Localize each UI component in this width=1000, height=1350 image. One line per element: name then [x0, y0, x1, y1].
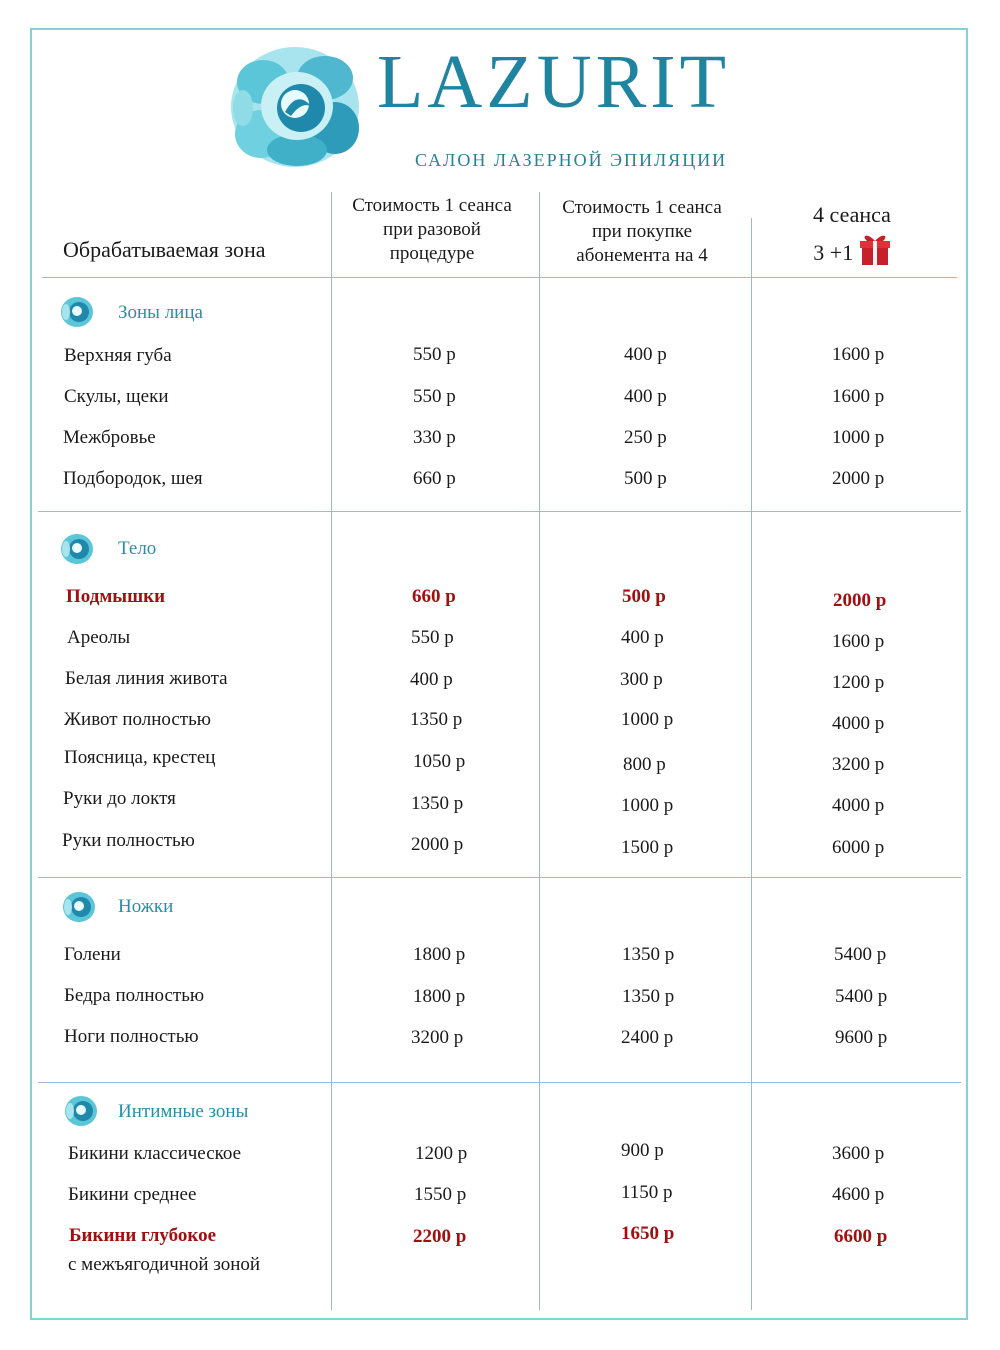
price-package: 2000 р [832, 468, 885, 489]
price-single: 660 р [412, 586, 456, 607]
price-abonement: 900 р [621, 1140, 664, 1161]
row-name: Скулы, щеки [64, 386, 169, 407]
price-abonement: 1350 р [622, 986, 675, 1007]
price-package: 4600 р [832, 1184, 885, 1205]
row-name-continuation: с межъягодичной зоной [68, 1254, 261, 1275]
price-single: 550 р [411, 627, 454, 648]
header-package: 4 сеанса 3 +1 [813, 202, 891, 265]
section-divider-2 [38, 877, 961, 878]
section-divider-3 [38, 1082, 961, 1083]
price-abonement: 1350 р [622, 944, 675, 965]
section-title-body: Тело [118, 538, 157, 559]
price-abonement: 1650 р [621, 1223, 675, 1244]
price-package: 1200 р [832, 672, 885, 693]
price-single: 400 р [410, 669, 453, 690]
price-package: 4000 р [832, 713, 885, 734]
price-single: 2000 р [411, 834, 464, 855]
price-single: 660 р [413, 468, 456, 489]
row-name: Подбородок, шея [63, 468, 203, 489]
column-divider-1 [331, 192, 332, 1310]
row-name: Руки полностью [62, 830, 195, 851]
price-abonement: 800 р [623, 754, 666, 775]
price-single: 1350 р [410, 709, 463, 730]
price-package: 3200 р [832, 754, 885, 775]
row-name: Бедра полностью [64, 985, 205, 1006]
price-single: 330 р [413, 427, 456, 448]
price-single: 1800 р [413, 986, 466, 1007]
header-single-price: Стоимость 1 сеанса при разовой процедуре [352, 195, 512, 264]
row-name: Ареолы [67, 627, 131, 648]
rose-icon [62, 891, 96, 923]
price-abonement: 250 р [624, 427, 667, 448]
price-package: 1600 р [832, 344, 885, 365]
price-single: 1800 р [413, 944, 466, 965]
price-package: 3600 р [832, 1143, 885, 1164]
price-package: 2000 р [833, 590, 887, 611]
price-abonement: 500 р [624, 468, 667, 489]
price-package: 6600 р [834, 1226, 888, 1247]
price-single: 1550 р [414, 1184, 467, 1205]
header-zone: Обрабатываемая зона [63, 237, 266, 262]
logo [225, 42, 735, 182]
row-name: Бикини среднее [68, 1184, 197, 1205]
row-name-highlight: Бикини глубокое [69, 1225, 216, 1246]
section-title-face: Зоны лица [118, 302, 203, 323]
price-abonement: 1500 р [621, 837, 674, 858]
price-package: 9600 р [835, 1027, 888, 1048]
column-divider-2 [539, 192, 540, 1310]
column-divider-3 [751, 218, 752, 1310]
row-name: Голени [64, 944, 121, 965]
rose-icon [60, 533, 94, 565]
gift-icon [859, 232, 891, 266]
price-package: 5400 р [834, 944, 887, 965]
price-abonement: 1000 р [621, 709, 674, 730]
price-single: 550 р [413, 386, 456, 407]
price-abonement: 500 р [622, 586, 666, 607]
price-single: 1050 р [413, 751, 466, 772]
row-name: Руки до локтя [63, 788, 176, 809]
header-abonement-price: Стоимость 1 сеанса при покупке абонемента на 4 [562, 197, 722, 266]
price-package: 5400 р [835, 986, 888, 1007]
price-abonement: 400 р [624, 386, 667, 407]
section-title-intimate: Интимные зоны [118, 1101, 249, 1122]
row-name: Живот полностью [64, 709, 211, 730]
brand-subtitle: САЛОН ЛАЗЕРНОЙ ЭПИЛЯЦИИ [415, 150, 728, 170]
logo-rose-icon [225, 42, 365, 172]
header-divider [42, 277, 957, 278]
price-single: 550 р [413, 344, 456, 365]
price-abonement: 400 р [621, 627, 664, 648]
price-single: 2200 р [413, 1226, 467, 1247]
rose-icon [60, 296, 94, 328]
price-package: 6000 р [832, 837, 885, 858]
price-package: 1600 р [832, 386, 885, 407]
header-package-offer: 3 +1 [813, 240, 854, 265]
price-abonement: 1000 р [621, 795, 674, 816]
section-divider-1 [38, 511, 961, 512]
price-single: 1200 р [415, 1143, 468, 1164]
price-abonement: 1150 р [621, 1182, 673, 1203]
row-name: Верхняя губа [64, 345, 172, 366]
price-abonement: 300 р [620, 669, 663, 690]
row-name: Бикини классическое [68, 1143, 242, 1164]
section-title-legs: Ножки [118, 896, 174, 917]
row-name: Межбровье [63, 427, 156, 448]
price-single: 1350 р [411, 793, 464, 814]
price-package: 1600 р [832, 631, 885, 652]
price-abonement: 2400 р [621, 1027, 674, 1048]
row-name-highlight: Подмышки [66, 586, 166, 607]
rose-icon [64, 1095, 98, 1127]
row-name: Поясница, крестец [64, 747, 216, 768]
price-package: 4000 р [832, 795, 885, 816]
price-single: 3200 р [411, 1027, 464, 1048]
brand-name: LAZURIT [377, 40, 731, 124]
price-abonement: 400 р [624, 344, 667, 365]
row-name: Ноги полностью [64, 1026, 199, 1047]
row-name: Белая линия живота [65, 668, 228, 689]
price-package: 1000 р [832, 427, 885, 448]
